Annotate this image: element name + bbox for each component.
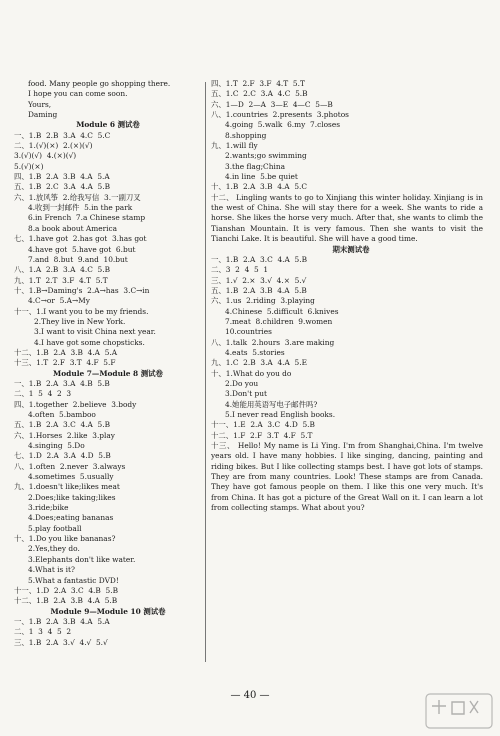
answer-line: 十、1.Do you like bananas? bbox=[14, 534, 116, 544]
answer-line: 4.often 5.bamboo bbox=[28, 410, 96, 419]
answer-line: 十一、1.E 2.A 3.C 4.D 5.B bbox=[211, 420, 315, 430]
answer-line: 十三、1.T 2.F 3.T 4.F 5.F bbox=[14, 358, 116, 368]
answer-line: 二、1 3 4 5 2 bbox=[14, 627, 72, 637]
answer-line: 九、1.C 2.B 3.A 4.A 5.E bbox=[211, 358, 307, 368]
answer-line: 5.I never read English books. bbox=[225, 410, 336, 419]
right-column bbox=[211, 79, 491, 513]
answer-line: 4.in line 5.be quiet bbox=[225, 172, 298, 182]
answer-line: 四、1.T 2.F 3.F 4.T 5.T bbox=[211, 79, 305, 88]
page-number: — 40 — bbox=[230, 690, 270, 701]
section-heading: Module 6 测试卷 bbox=[76, 120, 140, 130]
right-answers-top bbox=[211, 79, 491, 193]
answer-line: 2.Yes,they do. bbox=[28, 544, 80, 554]
answer-line: 九、1.doesn't like;likes meat bbox=[14, 482, 120, 492]
watermark-logo bbox=[424, 692, 494, 730]
answer-line: 十二、1.B 2.A 3.B 4.A 5.B bbox=[14, 596, 118, 606]
essay-paragraph-2: 十三、 Hello! My name is Li Ying. I'm from Shanghai,China. I'm twelve years old. I have many hobbies. I like singing, dancing, painting and riding bikes. But I like collecting stamps best. I have got lots of stamps. They are from many countries. Look! These stamps are from Canada. They have got famous people on them. I like this one very much. It's from China. It has got a picture of the Great Wall on it. I can learn a lot from collecting stamps. What about you? bbox=[211, 441, 483, 513]
answer-line: I hope you can come soon. bbox=[28, 89, 128, 99]
essay-paragraph-1: 十二、 Lingling wants to go to Xinjiang this winter holiday. Xinjiang is in the west of China. She will stay there for a week. She wants to ride a horse. She likes the horse very much. After that, she wants to climb the Tianshan Mountain. It is very famous. Then she wants to visit the Tianchi Lake. It is beautiful. She will have a good time. bbox=[211, 192, 483, 244]
answer-line: 九、1.T 2.T 3.F 4.T 5.T bbox=[14, 275, 108, 285]
answer-line: 2.Do you bbox=[225, 378, 259, 388]
answer-line: 三、1.B 2.A 3.√ 4.√ 5.√ bbox=[14, 637, 108, 647]
answer-line: 3.the flag;China bbox=[225, 161, 286, 171]
answer-line: 五、1.B 2.A 3.C 4.A 5.B bbox=[14, 420, 111, 430]
answer-line: 2.wants;go swimming bbox=[225, 151, 307, 161]
answer-line: 4.I have got some chopsticks. bbox=[34, 337, 145, 347]
answer-line: 四、1.together 2.believe 3.body bbox=[14, 399, 137, 409]
answer-line: 4.singing 5.Do bbox=[28, 441, 85, 451]
answer-line: 8.shopping bbox=[225, 130, 267, 140]
answer-line: 十、1.What do you do bbox=[211, 368, 292, 378]
answer-line: 4.Does;eating bananas bbox=[28, 513, 114, 523]
answer-line: 二、1 5 4 2 3 bbox=[14, 389, 72, 399]
answer-line: 六、1.放风筝 2.给我写信 3.一副刀叉 bbox=[14, 192, 141, 202]
answer-line: 3.ride;bike bbox=[28, 503, 69, 513]
answer-line: 5.(√)(×) bbox=[14, 161, 44, 171]
answer-line: 六、1.us 2.riding 3.playing bbox=[211, 296, 315, 306]
answer-line: 5.What a fantastic DVD! bbox=[28, 575, 119, 585]
answer-line: 二、1.(√)(×) 2.(×)(√) bbox=[14, 141, 93, 151]
answer-line: 六、1.Horses 2.like 3.play bbox=[14, 430, 115, 440]
answer-line: Daming bbox=[28, 110, 58, 120]
answer-line: 4.她能用英语写电子邮件吗? bbox=[225, 399, 318, 409]
answer-line: 4.What is it? bbox=[28, 565, 75, 575]
answer-line: 3.Elephants don't like water. bbox=[28, 554, 136, 564]
section-heading: 期末测试卷 bbox=[332, 244, 370, 254]
answer-line: 八、1.countries 2.presents 3.photos bbox=[211, 110, 349, 120]
answer-line: food. Many people go shopping there. bbox=[28, 79, 171, 88]
answer-line: 十、1.B 2.A 3.B 4.A 5.C bbox=[211, 182, 308, 192]
answer-line: 八、1.often 2.never 3.always bbox=[14, 461, 126, 471]
answer-line: 一、1.B 2.A 3.B 4.A 5.A bbox=[14, 616, 110, 626]
answer-line: 10.countries bbox=[225, 327, 272, 337]
answer-line: 一、1.B 2.A 3.A 4.B 5.B bbox=[14, 378, 110, 388]
answer-line: 7.meat 8.children 9.women bbox=[225, 316, 333, 326]
answer-line: 四、1.B 2.A 3.B 4.A 5.A bbox=[14, 172, 110, 182]
answer-line: 4.收到一封邮件 5.in the park bbox=[28, 203, 133, 213]
left-column bbox=[14, 79, 202, 648]
answer-line: 十二、1.F 2.F 3.T 4.F 5.T bbox=[211, 430, 313, 440]
answer-line: 4.have got 5.have got 6.but bbox=[28, 244, 136, 254]
right-answers-final-test bbox=[211, 245, 491, 442]
answer-line: 8.a book about America bbox=[28, 223, 118, 233]
answer-line: 五、1.C 2.C 3.A 4.C 5.B bbox=[211, 89, 308, 99]
answer-line: 4.C→or 5.A→My bbox=[28, 296, 90, 306]
answer-line: 5.play football bbox=[28, 523, 82, 533]
answer-line: 七、1.have got 2.has got 3.has got bbox=[14, 234, 147, 244]
answer-line: 二、3 2 4 5 1 bbox=[211, 265, 269, 275]
answer-line: 4.eats 5.stories bbox=[225, 347, 285, 357]
answer-line: 十、1.B→Daming's 2.A→has 3.C→in bbox=[14, 285, 150, 295]
answer-line: 2.Does;like taking;likes bbox=[28, 492, 116, 502]
answer-line: 八、1.talk 2.hours 3.are making bbox=[211, 337, 335, 347]
answer-line: 4.sometimes 5.usually bbox=[28, 472, 114, 482]
answer-line: 3.(√)(√) 4.(×)(√) bbox=[14, 151, 77, 161]
answer-line: 五、1.B 2.C 3.A 4.A 5.B bbox=[14, 182, 111, 192]
answer-line: 五、1.B 2.A 3.B 4.A 5.B bbox=[211, 285, 307, 295]
answer-line: 6.in French 7.a Chinese stamp bbox=[28, 213, 146, 223]
answer-line: 一、1.B 2.B 3.A 4.C 5.C bbox=[14, 130, 111, 140]
answer-line: 九、1.will fly bbox=[211, 141, 258, 151]
answer-line: 3.Don't put bbox=[225, 389, 267, 399]
answer-line: 一、1.B 2.A 3.C 4.A 5.B bbox=[211, 254, 308, 264]
answer-line: 4.Chinese 5.difficult 6.knives bbox=[225, 306, 339, 316]
answer-line: 七、1.D 2.A 3.A 4.D 5.B bbox=[14, 451, 111, 461]
answer-line: 4.going 5.walk 6.my 7.closes bbox=[225, 120, 341, 130]
answer-line: 十一、1.I want you to be my friends. bbox=[14, 306, 149, 316]
answer-line: 2.They live in New York. bbox=[34, 316, 126, 326]
answer-line: 十二、1.B 2.A 3.B 4.A 5.A bbox=[14, 347, 118, 357]
section-heading: Module 9—Module 10 测试卷 bbox=[50, 606, 166, 616]
answer-line: 7.and 8.but 9.and 10.but bbox=[28, 254, 128, 264]
answer-line: 八、1.A 2.B 3.A 4.C 5.B bbox=[14, 265, 111, 275]
answer-line: 3.I want to visit China next year. bbox=[34, 327, 156, 337]
answer-line: 十一、1.D 2.A 3.C 4.B 5.B bbox=[14, 585, 119, 595]
answer-line: Yours, bbox=[28, 99, 52, 109]
column-divider bbox=[205, 82, 206, 662]
answer-line: 三、1.√ 2.× 3.√ 4.× 5.√ bbox=[211, 275, 307, 285]
answer-line: 六、1—D 2—A 3—E 4—C 5—B bbox=[211, 99, 333, 109]
section-heading: Module 7—Module 8 测试卷 bbox=[53, 368, 163, 378]
